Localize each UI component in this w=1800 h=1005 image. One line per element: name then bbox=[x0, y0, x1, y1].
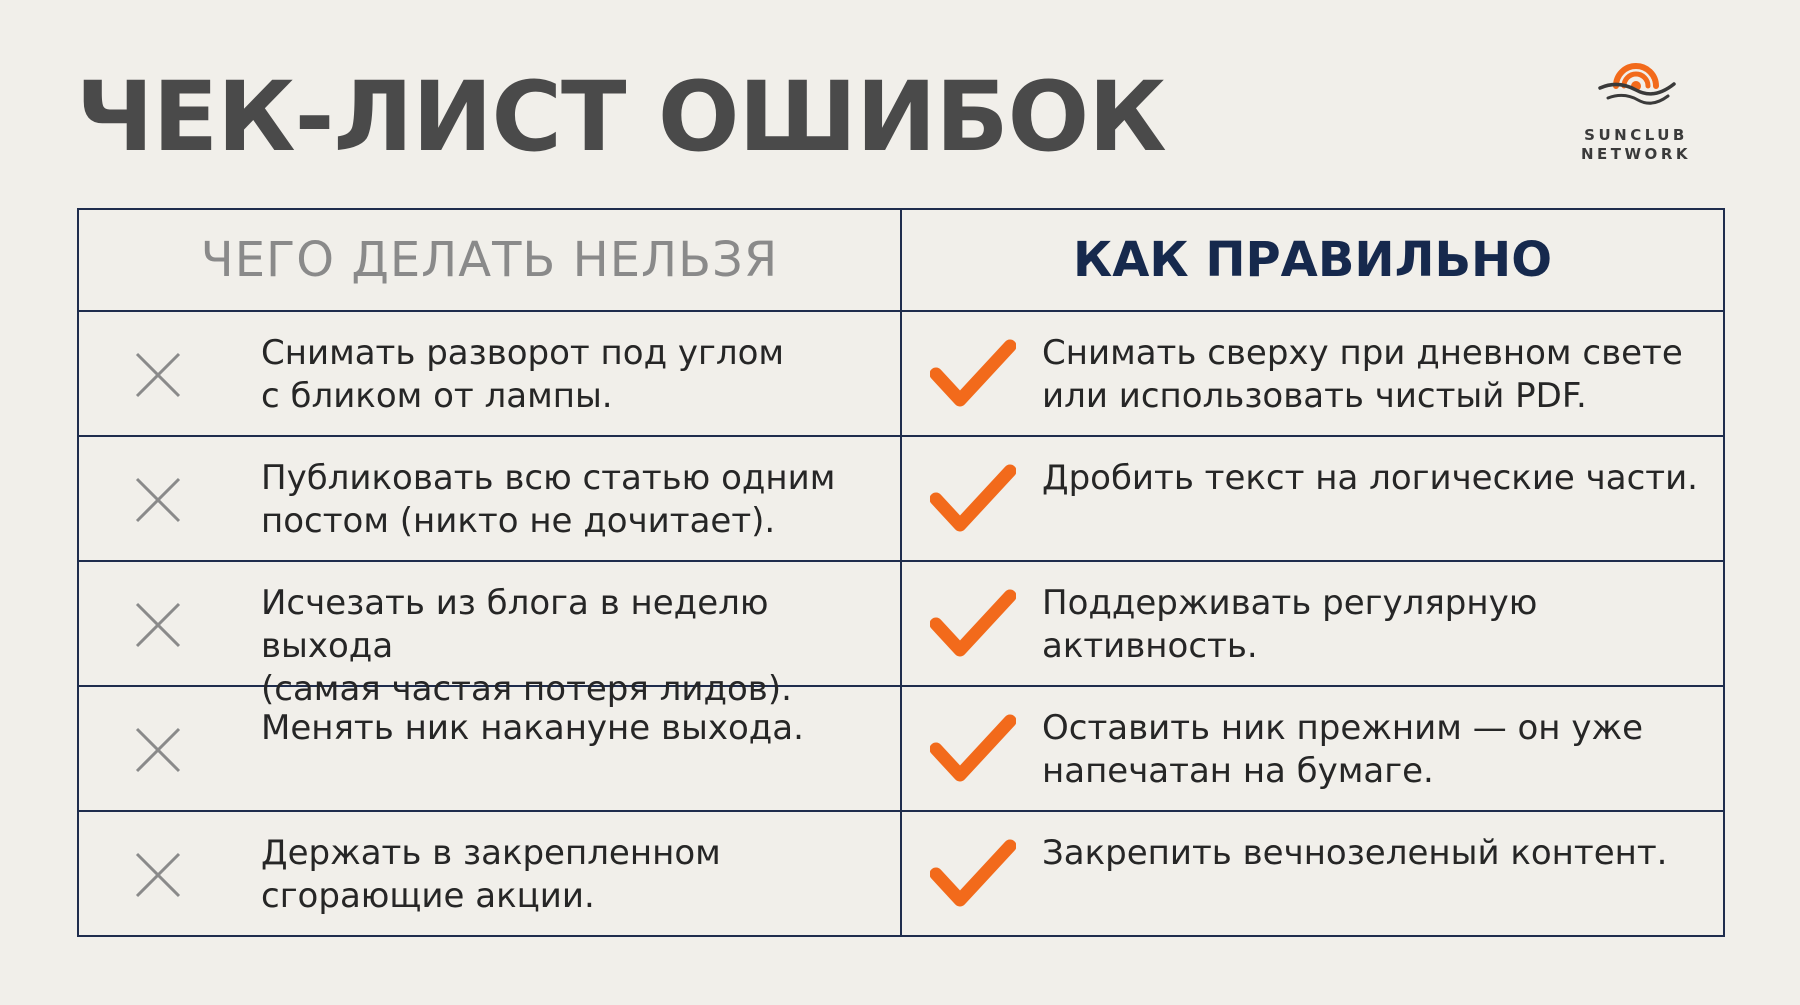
cross-icon bbox=[135, 477, 181, 523]
correct-cell bbox=[901, 811, 1724, 936]
correct-text: Оставить ник прежним — он уже напечатан на бумаге. bbox=[1042, 708, 1644, 791]
checkmark-icon bbox=[930, 838, 1016, 910]
mistake-text: Держать в закрепленном сгорающие акции. bbox=[261, 833, 721, 916]
correct-cell bbox=[901, 686, 1724, 811]
checkmark-icon bbox=[930, 713, 1016, 785]
table-row bbox=[78, 811, 1724, 936]
column-header-bad: ЧЕГО ДЕЛАТЬ НЕЛЬЗЯ bbox=[78, 209, 901, 311]
cross-icon bbox=[135, 602, 181, 648]
correct-text: Снимать сверху при дневном свете или использовать чистый PDF. bbox=[1042, 333, 1683, 416]
page-title: ЧЕК-ЛИСТ ОШИБОК bbox=[76, 61, 1166, 173]
logo bbox=[1566, 44, 1706, 174]
table-header-row bbox=[78, 209, 1724, 311]
checkmark-icon bbox=[930, 463, 1016, 535]
correct-cell bbox=[901, 561, 1724, 686]
checkmark-icon bbox=[930, 588, 1016, 660]
table-row bbox=[78, 311, 1724, 436]
cross-icon bbox=[135, 727, 181, 773]
checklist-table bbox=[77, 208, 1725, 937]
table-row bbox=[78, 686, 1724, 811]
checkmark-icon bbox=[930, 338, 1016, 410]
correct-cell bbox=[901, 311, 1724, 436]
correct-cell bbox=[901, 436, 1724, 561]
table-row bbox=[78, 436, 1724, 561]
logo-text-line1: SUNCLUB bbox=[1584, 126, 1688, 144]
mistake-cell bbox=[78, 561, 901, 709]
mistake-cell bbox=[78, 686, 901, 811]
mistake-text: Исчезать из блога в неделю выхода (самая частая потеря лидов). bbox=[261, 583, 792, 709]
correct-text: Дробить текст на логические части. bbox=[1042, 458, 1698, 498]
mistake-cell bbox=[78, 436, 901, 561]
correct-text: Поддерживать регулярную активность. bbox=[1042, 583, 1538, 666]
cross-icon bbox=[135, 352, 181, 398]
table-row bbox=[78, 561, 1724, 686]
sun-waves-icon bbox=[1594, 44, 1678, 124]
mistake-text: Менять ник накануне выхода. bbox=[261, 708, 804, 748]
cross-icon bbox=[135, 852, 181, 898]
column-header-good: КАК ПРАВИЛЬНО bbox=[901, 209, 1724, 311]
mistake-text: Публиковать всю статью одним постом (никто не дочитает). bbox=[261, 458, 836, 541]
mistake-cell bbox=[78, 811, 901, 936]
correct-text: Закрепить вечнозеленый контент. bbox=[1042, 833, 1668, 873]
mistake-text: Снимать разворот под углом с бликом от лампы. bbox=[261, 333, 785, 416]
mistake-cell bbox=[78, 311, 901, 436]
logo-text-line2: NETWORK bbox=[1580, 145, 1691, 163]
